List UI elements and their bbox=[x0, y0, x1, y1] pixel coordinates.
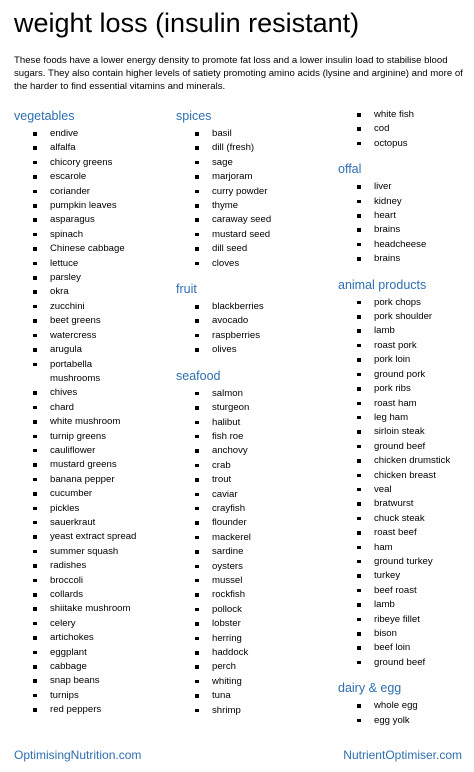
list-item: whiting bbox=[176, 675, 336, 689]
list-item: cabbage bbox=[14, 660, 174, 674]
list-item: curry powder bbox=[176, 185, 336, 199]
list-item: arugula bbox=[14, 343, 174, 357]
list-item: radishes bbox=[14, 559, 174, 573]
list-item: tuna bbox=[176, 689, 336, 703]
list-item: escarole bbox=[14, 170, 174, 184]
list-item: mackerel bbox=[176, 531, 336, 545]
list-item: kidney bbox=[338, 195, 474, 209]
column-1 bbox=[14, 108, 174, 728]
list-seafood-continued bbox=[338, 108, 474, 151]
list-item: white mushroom bbox=[14, 415, 174, 429]
list-item: fish roe bbox=[176, 430, 336, 444]
list-item: beef loin bbox=[338, 641, 474, 655]
list-item: crayfish bbox=[176, 502, 336, 516]
list-item: Chinese cabbage bbox=[14, 242, 174, 256]
list-item: summer squash bbox=[14, 545, 174, 559]
list-item: chuck steak bbox=[338, 512, 474, 526]
list-item: bison bbox=[338, 627, 474, 641]
list-item: basil bbox=[176, 127, 336, 141]
list-item: chives bbox=[14, 386, 174, 400]
list-item: thyme bbox=[176, 199, 336, 213]
list-item: leg ham bbox=[338, 411, 474, 425]
section-seafood bbox=[176, 368, 336, 718]
list-fruit bbox=[176, 300, 336, 358]
list-item: pork chops bbox=[338, 296, 474, 310]
list-item: liver bbox=[338, 180, 474, 194]
list-item: broccoli bbox=[14, 574, 174, 588]
list-item: flounder bbox=[176, 516, 336, 530]
list-item: salmon bbox=[176, 387, 336, 401]
list-item: sage bbox=[176, 156, 336, 170]
footer-link-optimising-nutrition[interactable]: OptimisingNutrition.com bbox=[14, 748, 142, 762]
list-item: beet greens bbox=[14, 314, 174, 328]
list-item: sauerkraut bbox=[14, 516, 174, 530]
list-item: roast beef bbox=[338, 526, 474, 540]
list-item: crab bbox=[176, 459, 336, 473]
section-heading-dairy-egg: dairy & egg bbox=[338, 681, 402, 696]
list-item: veal bbox=[338, 483, 474, 497]
list-item: oysters bbox=[176, 560, 336, 574]
list-item: anchovy bbox=[176, 444, 336, 458]
list-item: dill seed bbox=[176, 242, 336, 256]
list-item: sturgeon bbox=[176, 401, 336, 415]
section-fruit bbox=[176, 281, 336, 358]
section-offal bbox=[338, 161, 474, 266]
list-seafood bbox=[176, 387, 336, 718]
list-item: turkey bbox=[338, 569, 474, 583]
section-seafood-continued bbox=[338, 108, 474, 151]
list-item: ground beef bbox=[338, 440, 474, 454]
list-item: olives bbox=[176, 343, 336, 357]
intro-paragraph: These foods have a lower energy density to promote fat loss and a lower insulin load to stabilise blood sugars. They also contain higher levels of satiety promoting amino acids (lysine and arginine) and more of the harder to find essential vitamins and minerals. bbox=[14, 55, 463, 92]
list-item: portabella mushrooms bbox=[14, 358, 126, 387]
list-item: turnip greens bbox=[14, 430, 174, 444]
list-item: raspberries bbox=[176, 329, 336, 343]
list-item: beef roast bbox=[338, 584, 474, 598]
list-item: banana pepper bbox=[14, 473, 174, 487]
list-dairy-egg bbox=[338, 699, 474, 728]
list-item: dill (fresh) bbox=[176, 141, 336, 155]
list-item: ground beef bbox=[338, 656, 474, 670]
section-vegetables bbox=[14, 108, 174, 718]
list-item: halibut bbox=[176, 416, 336, 430]
list-item: brains bbox=[338, 252, 474, 266]
list-item: perch bbox=[176, 660, 336, 674]
list-item: sardine bbox=[176, 545, 336, 559]
list-item: chard bbox=[14, 401, 174, 415]
list-item: pork loin bbox=[338, 353, 474, 367]
list-item: white fish bbox=[338, 108, 474, 122]
list-item: chicken breast bbox=[338, 469, 474, 483]
list-item: shiitake mushroom bbox=[14, 602, 174, 616]
list-item: roast pork bbox=[338, 339, 474, 353]
list-item: brains bbox=[338, 223, 474, 237]
list-item: cod bbox=[338, 122, 474, 136]
list-item: herring bbox=[176, 632, 336, 646]
list-item: shrimp bbox=[176, 704, 336, 718]
list-animal-products bbox=[338, 296, 474, 671]
list-item: pollock bbox=[176, 603, 336, 617]
list-item: okra bbox=[14, 285, 174, 299]
list-item: artichokes bbox=[14, 631, 174, 645]
list-spices bbox=[176, 127, 336, 271]
list-item: chicory greens bbox=[14, 156, 174, 170]
list-item: snap beans bbox=[14, 674, 174, 688]
column-3 bbox=[338, 108, 474, 738]
list-item: turnips bbox=[14, 689, 174, 703]
list-item: cauliflower bbox=[14, 444, 174, 458]
list-item: ribeye fillet bbox=[338, 613, 474, 627]
list-item: pickles bbox=[14, 502, 174, 516]
section-heading-seafood: seafood bbox=[176, 368, 221, 383]
list-item: heart bbox=[338, 209, 474, 223]
list-item: mustard greens bbox=[14, 458, 174, 472]
list-item: rockfish bbox=[176, 588, 336, 602]
list-item: spinach bbox=[14, 228, 174, 242]
list-item: celery bbox=[14, 617, 174, 631]
list-item: pork ribs bbox=[338, 382, 474, 396]
list-item: ground turkey bbox=[338, 555, 474, 569]
list-item: watercress bbox=[14, 329, 174, 343]
list-item: parsley bbox=[14, 271, 174, 285]
list-item: cucumber bbox=[14, 487, 174, 501]
list-item: zucchini bbox=[14, 300, 174, 314]
list-item: red peppers bbox=[14, 703, 174, 717]
list-item: pumpkin leaves bbox=[14, 199, 174, 213]
list-vegetables bbox=[14, 127, 174, 718]
list-item: asparagus bbox=[14, 213, 174, 227]
list-item: caviar bbox=[176, 488, 336, 502]
list-item: trout bbox=[176, 473, 336, 487]
list-item: ham bbox=[338, 541, 474, 555]
list-item: collards bbox=[14, 588, 174, 602]
list-item: roast ham bbox=[338, 397, 474, 411]
list-item: eggplant bbox=[14, 646, 174, 660]
list-item: lobster bbox=[176, 617, 336, 631]
list-item: marjoram bbox=[176, 170, 336, 184]
list-item: blackberries bbox=[176, 300, 336, 314]
list-item: lettuce bbox=[14, 257, 174, 271]
list-item: haddock bbox=[176, 646, 336, 660]
list-item: egg yolk bbox=[338, 714, 474, 728]
section-animal-products bbox=[338, 277, 474, 671]
list-item: octopus bbox=[338, 137, 474, 151]
list-item: coriander bbox=[14, 185, 174, 199]
list-item: yeast extract spread bbox=[14, 530, 174, 544]
list-item: mustard seed bbox=[176, 228, 336, 242]
list-item: avocado bbox=[176, 314, 336, 328]
section-dairy-egg bbox=[338, 680, 474, 728]
list-item: lamb bbox=[338, 324, 474, 338]
list-item: sirloin steak bbox=[338, 425, 474, 439]
list-item: endive bbox=[14, 127, 174, 141]
section-heading-animal-products: animal products bbox=[338, 277, 427, 292]
list-item: lamb bbox=[338, 598, 474, 612]
section-spices bbox=[176, 108, 336, 271]
list-item: bratwurst bbox=[338, 497, 474, 511]
section-heading-offal: offal bbox=[338, 162, 362, 177]
footer-link-nutrient-optimiser[interactable]: NutrientOptimiser.com bbox=[343, 748, 462, 762]
list-item: alfalfa bbox=[14, 141, 174, 155]
list-item: chicken drumstick bbox=[338, 454, 474, 468]
list-item: whole egg bbox=[338, 699, 474, 713]
column-2 bbox=[176, 108, 336, 728]
list-item: pork shoulder bbox=[338, 310, 474, 324]
list-item: cloves bbox=[176, 257, 336, 271]
list-item: caraway seed bbox=[176, 213, 336, 227]
section-heading-fruit: fruit bbox=[176, 282, 197, 297]
list-item: ground pork bbox=[338, 368, 474, 382]
list-item: mussel bbox=[176, 574, 336, 588]
page-title: weight loss (insulin resistant) bbox=[14, 8, 360, 38]
list-item: headcheese bbox=[338, 238, 474, 252]
section-heading-vegetables: vegetables bbox=[14, 109, 75, 123]
list-offal bbox=[338, 180, 474, 266]
section-heading-spices: spices bbox=[176, 109, 212, 123]
